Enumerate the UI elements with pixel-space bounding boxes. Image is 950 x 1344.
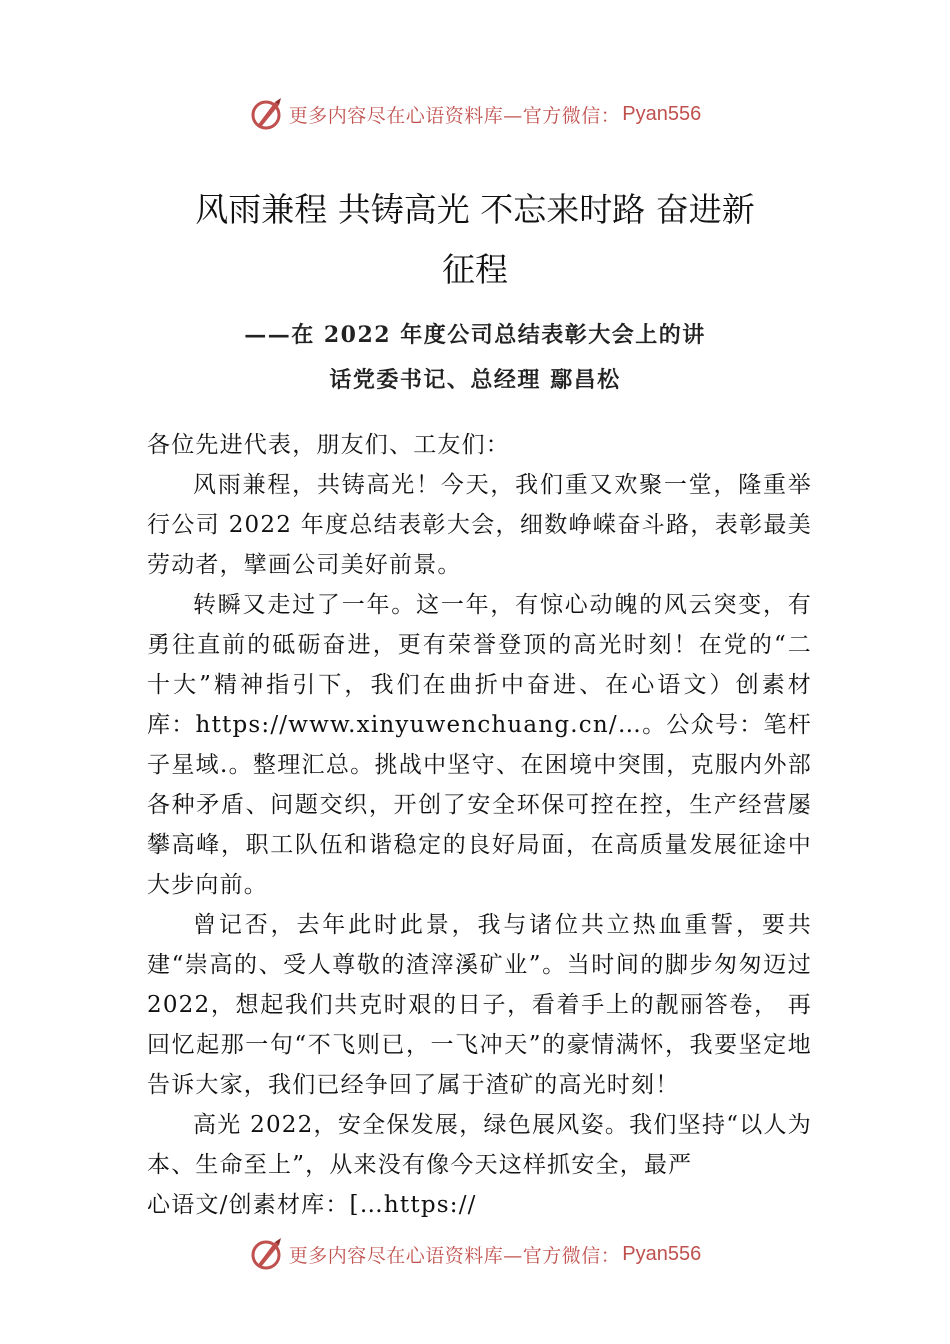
document-body xyxy=(147,425,812,1225)
header-banner-text: 更多内容尽在心语资料库—官方微信： xyxy=(288,104,621,127)
footer-banner-wechat-id: Pyan556 xyxy=(622,1242,702,1265)
quill-logo-icon xyxy=(249,1236,285,1272)
footer-banner-text: 更多内容尽在心语资料库—官方微信： xyxy=(288,1244,621,1267)
document-subtitle xyxy=(150,313,800,403)
paragraph-5: 心语文/创素材库：[…https:// xyxy=(147,1192,477,1218)
subtitle-line-1: ——在 2022 年度公司总结表彰大会上的讲 xyxy=(244,322,706,348)
header-banner-wechat-id: Pyan556 xyxy=(622,102,702,125)
footer-banner xyxy=(0,1234,950,1274)
salutation: 各位先进代表，朋友们、工友们： xyxy=(147,432,510,458)
header-banner xyxy=(0,94,950,134)
title-line-2: 征程 xyxy=(442,250,508,289)
paragraph-4: 高光 2022，安全保发展，绿色展风姿。我们坚持“以人为本、生命至上”，从来没有像今天这样抓安全，最严 xyxy=(147,1112,812,1178)
paragraph-3: 曾记否，去年此时此景，我与诸位共立热血重誓，要共建“崇高的、受人尊敬的渣滓溪矿业”。当时间的脚步匆匆迈过 2022，想起我们共克时艰的日子，看着手上的靓丽答卷， 再回忆起那一句“不飞则已，一飞冲天”的豪情满怀，我要坚定地告诉大家，我们已经争回了属于渣矿的高光时刻！ xyxy=(147,912,812,1098)
subtitle-line-2: 话党委书记、总经理 鄢昌松 xyxy=(329,367,621,393)
paragraph-1: 风雨兼程，共铸高光！今天，我们重又欢聚一堂，隆重举行公司 2022 年度总结表彰大会，细数峥嵘奋斗路，表彰最美劳动者，擘画公司美好前景。 xyxy=(147,472,812,578)
quill-logo-icon xyxy=(249,96,285,132)
document-title xyxy=(150,180,800,300)
paragraph-2: 转瞬又走过了一年。这一年，有惊心动魄的风云突变，有勇往直前的砥砺奋进，更有荣誉登顶的高光时刻！在党的“二十大”精神指引下，我们在曲折中奋进、在心语文）创素材库：https://www.xinyuwenchuang.cn/…。公众号：笔杆子星域.。整理汇总。挑战中坚守、在困境中突围，克服内外部各种矛盾、问题交织，开创了安全环保可控在控，生产经营屡攀高峰，职工队伍和谐稳定的良好局面，在高质量发展征途中大步向前。 xyxy=(147,592,812,898)
title-line-1: 风雨兼程 共铸高光 不忘来时路 奋进新 xyxy=(195,190,755,229)
